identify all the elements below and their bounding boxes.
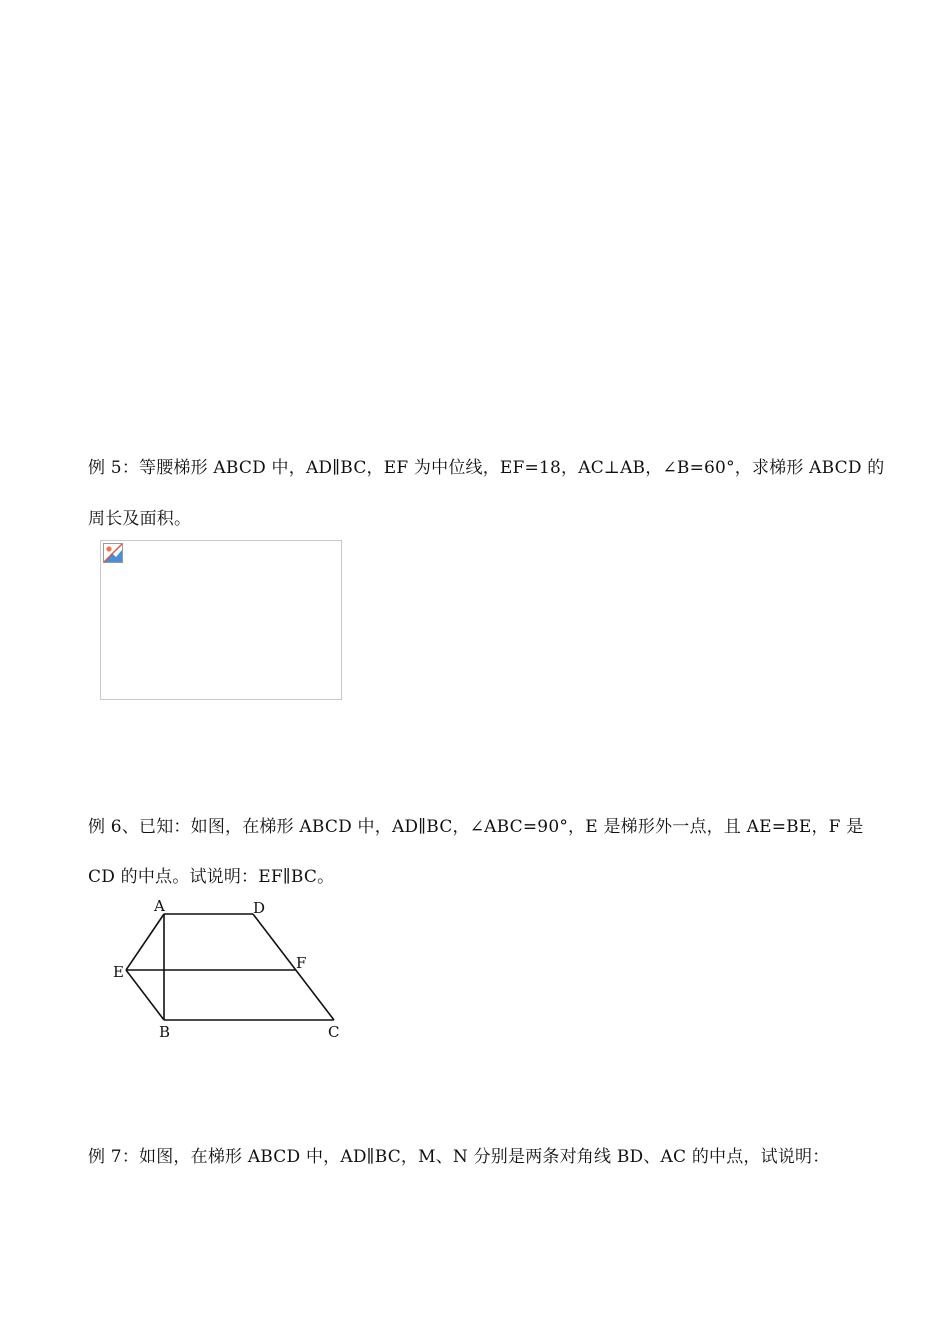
broken-image-icon xyxy=(103,543,123,563)
example7-line1: 例 7：如图，在梯形 ABCD 中，AD∥BC，M、N 分别是两条对角线 BD、AC 的中点，试说明： xyxy=(88,1147,830,1167)
example5-line2: 周长及面积。 xyxy=(88,509,192,529)
trapezoid-figure xyxy=(108,893,348,1043)
label-a: A xyxy=(154,897,165,915)
segment-ae xyxy=(126,914,164,970)
example6-line2: CD 的中点。试说明：EF∥BC。 xyxy=(88,867,335,887)
segment-dc xyxy=(253,914,334,1020)
label-c: C xyxy=(328,1023,340,1041)
label-b: B xyxy=(159,1023,171,1041)
label-e: E xyxy=(113,963,124,981)
label-d: D xyxy=(253,899,266,917)
example5-line1: 例 5：等腰梯形 ABCD 中，AD∥BC，EF 为中位线，EF=18，AC⊥AB，∠B=60°，求梯形 ABCD 的 xyxy=(88,458,885,478)
segment-eb xyxy=(126,970,164,1020)
image-placeholder xyxy=(100,540,342,700)
label-f: F xyxy=(296,954,307,972)
example6-line1: 例 6、已知：如图，在梯形 ABCD 中，AD∥BC，∠ABC=90°，E 是梯形外一点，且 AE=BE，F 是 xyxy=(88,817,864,837)
